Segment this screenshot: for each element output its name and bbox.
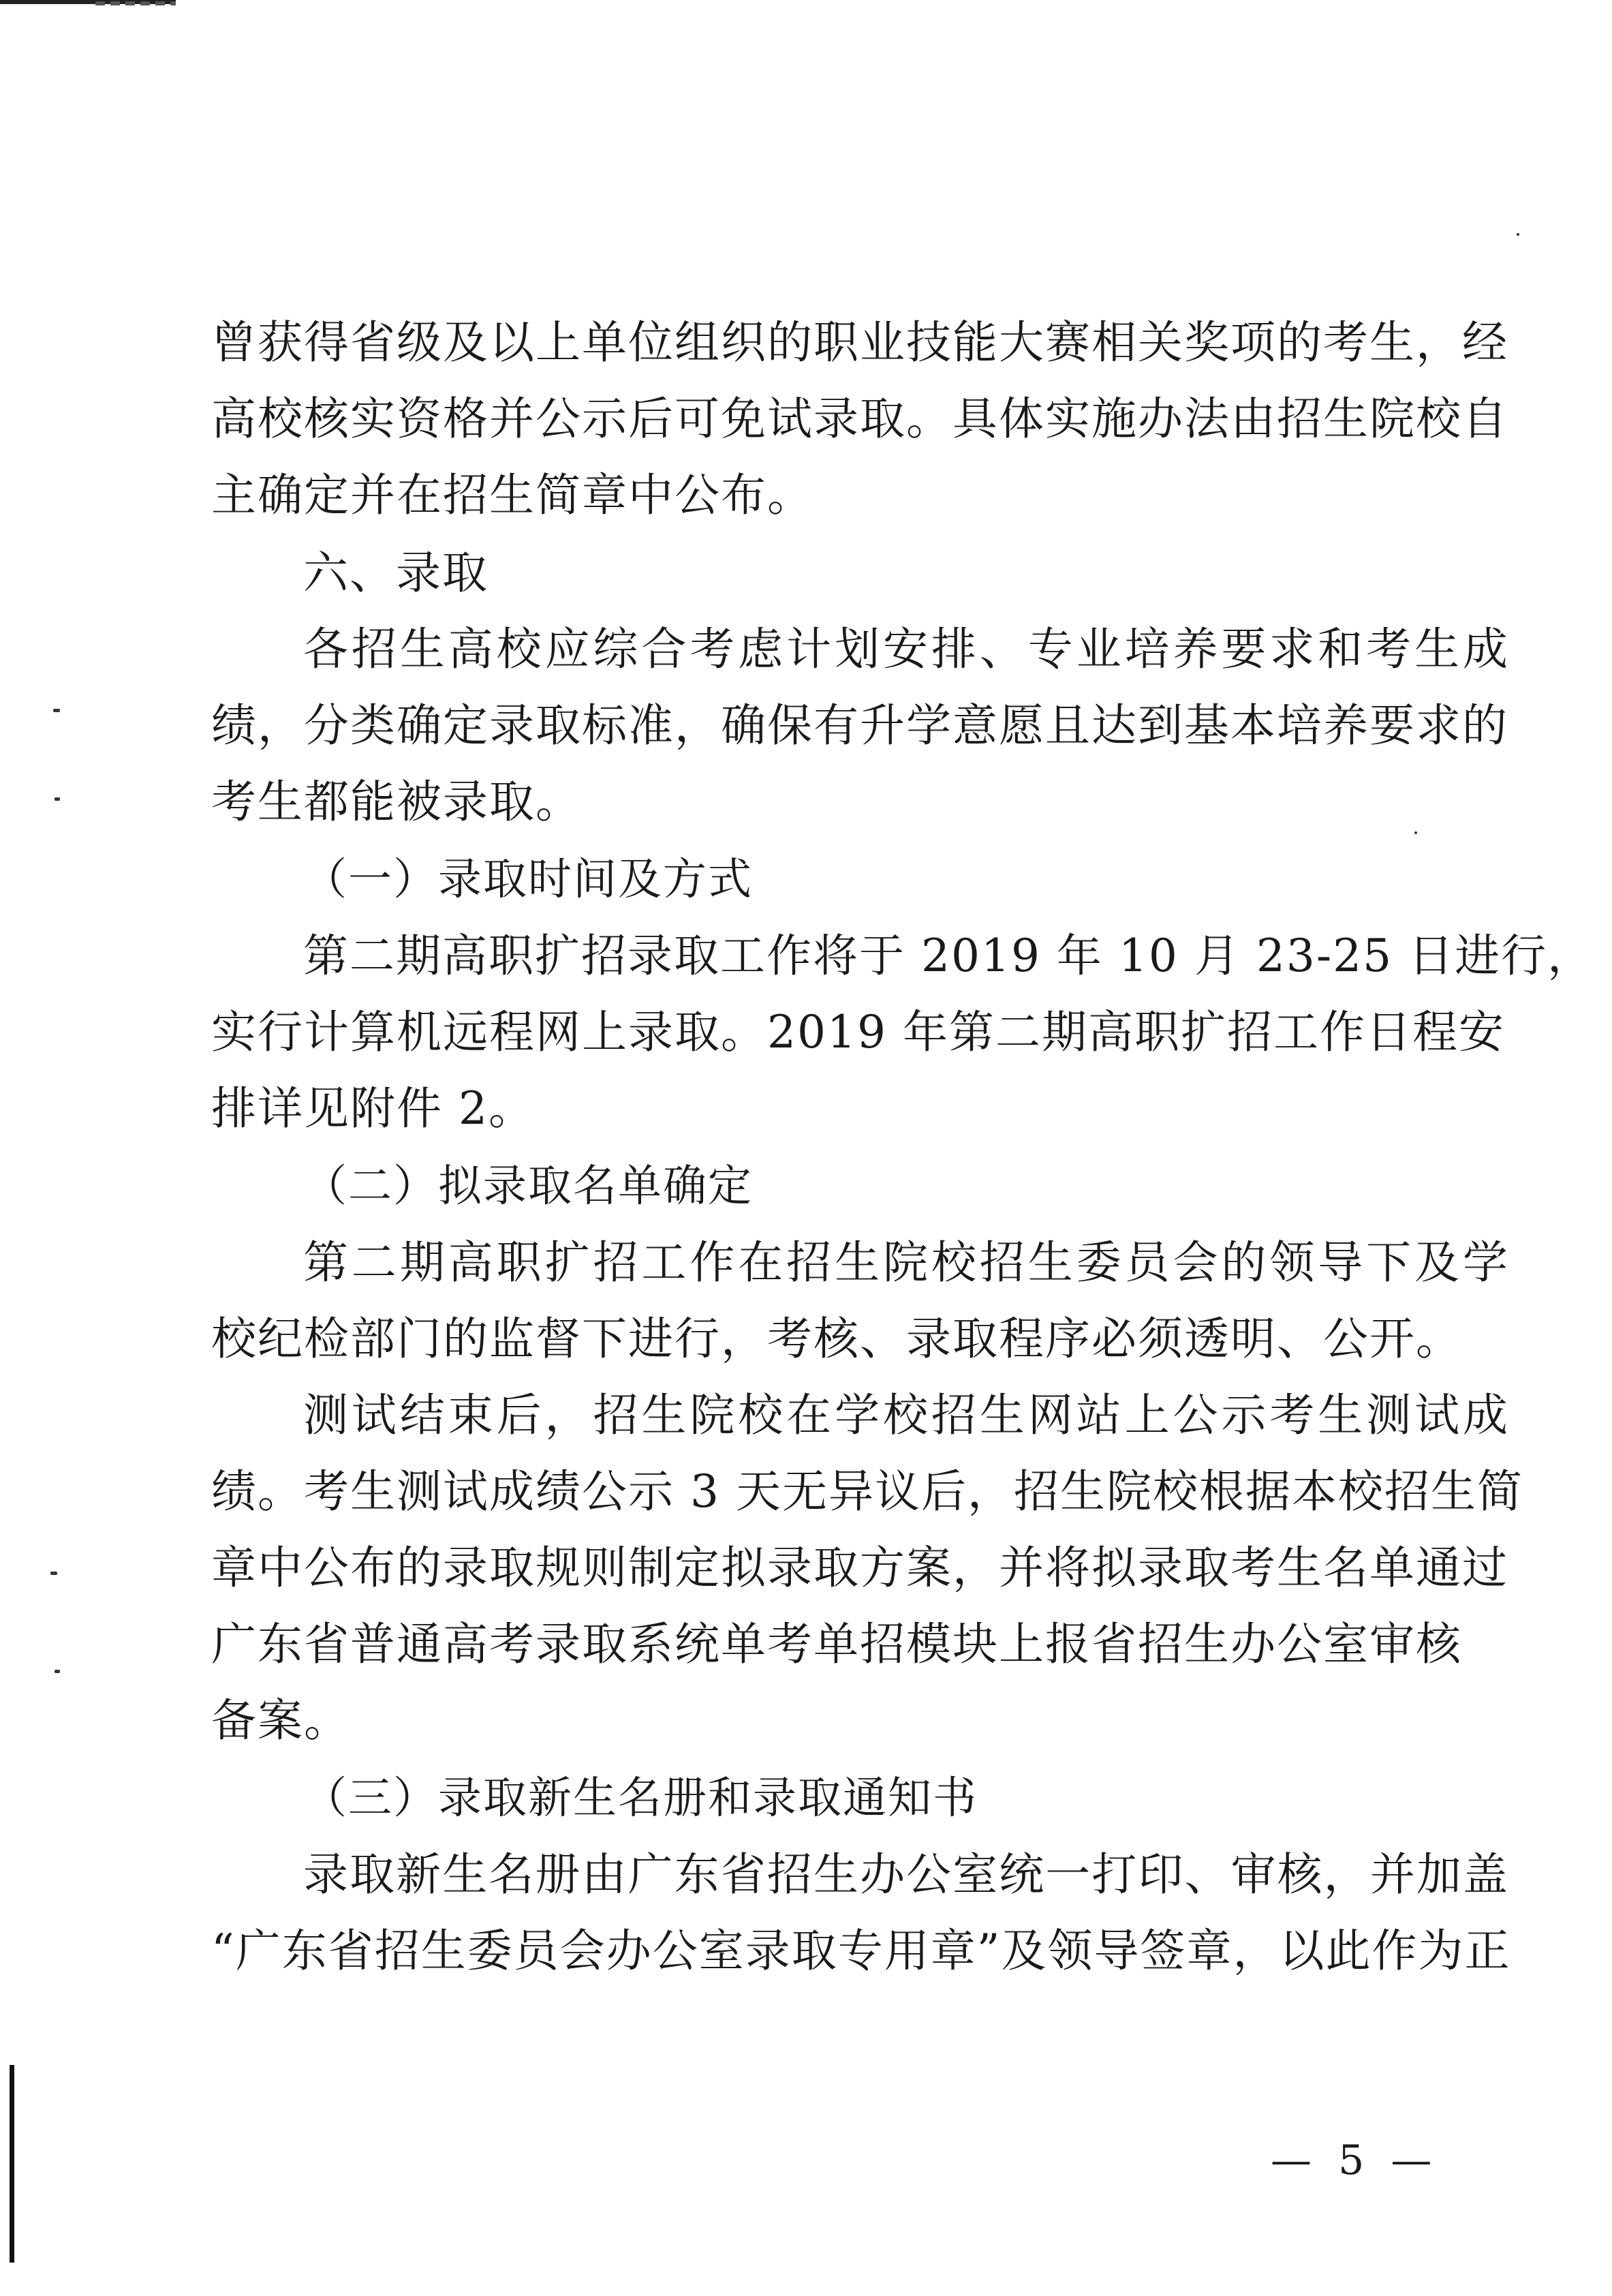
body-line: 第二期高职扩招工作在招生院校招生委员会的领导下及学 — [303, 1236, 1509, 1289]
body-line: 实行计算机远程网上录取。2019 年第二期高职扩招工作日程安 — [211, 1006, 1505, 1058]
body-line: 各招生高校应综合考虑计划安排、专业培养要求和考生成 — [303, 623, 1509, 675]
body-line: 备案。 — [211, 1694, 350, 1747]
body-line: 录取新生名册由广东省招生办公室统一打印、审核，并加盖 — [303, 1848, 1509, 1901]
scan-mark — [1414, 831, 1417, 834]
body-line: 测试结束后，招生院校在学校招生网站上公示考生测试成 — [303, 1389, 1509, 1441]
body-line: 高校核实资格并公示后可免试录取。具体实施办法由招生院校自 — [211, 393, 1508, 445]
binding-edge — [10, 2065, 14, 2263]
body-line: “广东省招生委员会办公室录取专用章”及领导签章，以此作为正 — [211, 1925, 1511, 1977]
subsection-heading: （二）拟录取名单确定 — [303, 1161, 753, 1212]
body-line: 曾获得省级及以上单位组织的职业技能大赛相关奖项的考生，经 — [211, 316, 1508, 369]
body-line: 校纪检部门的监督下进行，考核、录取程序必须透明、公开。 — [211, 1313, 1462, 1365]
scan-mark — [55, 1670, 60, 1673]
page-number: — 5 — — [1271, 2137, 1439, 2184]
body-line: 绩，分类确定录取标准，确保有升学意愿且达到基本培养要求的 — [211, 699, 1508, 752]
scan-mark — [53, 709, 60, 712]
body-line: 考生都能被录取。 — [211, 776, 582, 828]
scan-mark — [55, 797, 60, 801]
subsection-heading: （一）录取时间及方式 — [303, 855, 753, 905]
body-line: 排详见附件 2。 — [211, 1082, 535, 1135]
scan-mark — [50, 1572, 57, 1575]
subsection-heading: （三）录取新生名册和录取通知书 — [303, 1773, 978, 1824]
body-line: 章中公布的录取规则制定拟录取方案，并将拟录取考生名单通过 — [211, 1542, 1508, 1594]
body-line: 广东省普通高考录取系统单考单招模块上报省招生办公室审核 — [211, 1618, 1462, 1670]
body-line: 主确定并在招生简章中公布。 — [211, 469, 813, 521]
scan-mark — [1517, 233, 1519, 236]
body-line: 绩。考生测试成绩公示 3 天无异议后，招生院校根据本校招生简 — [211, 1465, 1523, 1518]
section-heading: 六、录取 — [303, 547, 489, 599]
body-line: 第二期高职扩招录取工作将于 2019 年 10 月 23-25 日进行， — [303, 930, 1594, 982]
